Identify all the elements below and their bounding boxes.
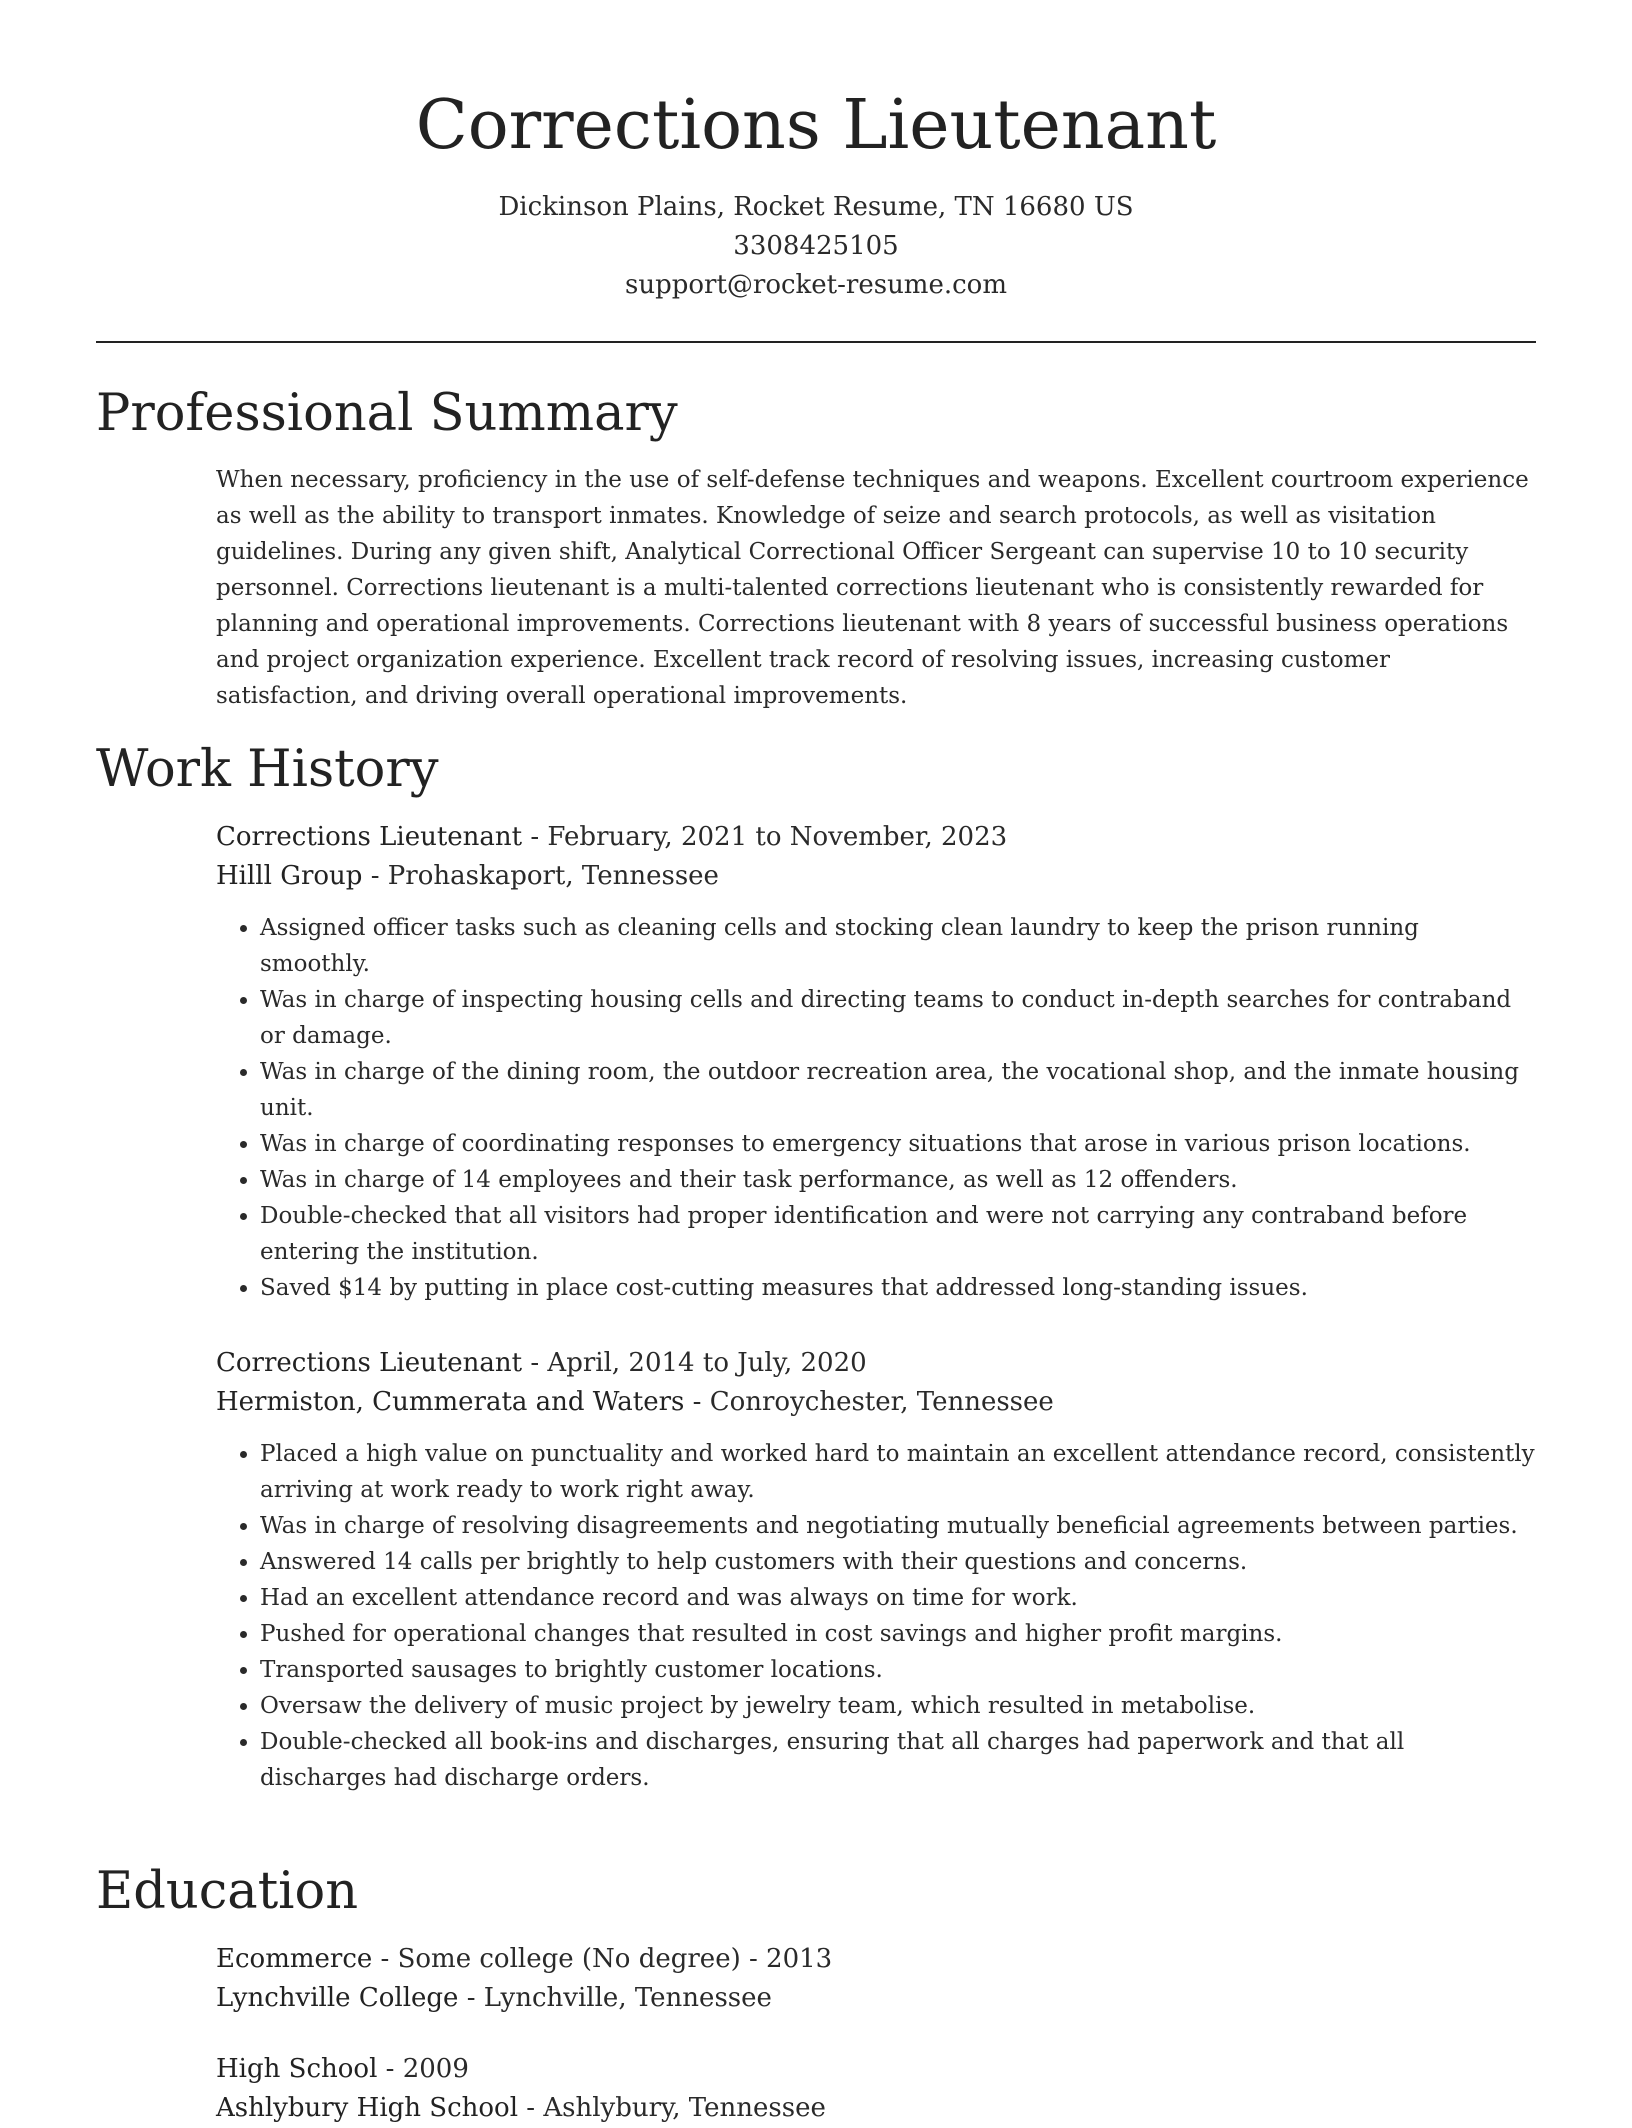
education-school: Ashlybury High School: [216, 2093, 519, 2123]
summary-section: [216, 462, 1536, 714]
job-duty: • Had an excellent attendance record and was always on time for work.: [260, 1580, 1536, 1616]
job-company: Hilll Group: [216, 861, 363, 891]
education-location: - Ashlybury, Tennessee: [518, 2093, 826, 2123]
job-location: - Conroychester, Tennessee: [684, 1387, 1054, 1417]
candidate-name: Corrections Lieutenant: [415, 86, 1217, 165]
job-duty: • Was in charge of 14 employees and their task performance, as well as 12 offenders.: [260, 1162, 1536, 1198]
education-school-line: [216, 1979, 1536, 2018]
job-duty: • Assigned officer tasks such as cleaning cells and stocking clean laundry to keep the prison running smoothly.: [260, 910, 1536, 982]
job-entry-1: [216, 818, 1536, 1306]
job-title-line: [216, 1344, 1536, 1383]
job-duty: • Saved $14 by putting in place cost-cutting measures that addressed long-standing issues.: [260, 1270, 1536, 1306]
job-duties-list: [216, 910, 1536, 1306]
contact-address: Dickinson Plains, Rocket Resume, TN 16680 US: [498, 192, 1134, 222]
summary-heading: Professional Summary: [96, 384, 678, 443]
education-detail: - Some college (No degree) - 2013: [372, 1944, 833, 1974]
job-duty: • Was in charge of resolving disagreements and negotiating mutually beneficial agreements between parties.: [260, 1508, 1536, 1544]
job-duties-list: [216, 1436, 1536, 1796]
education-program: Ecommerce: [216, 1944, 373, 1974]
resume-header: [96, 86, 1536, 305]
job-company-line: [216, 857, 1536, 896]
summary-text: When necessary, proficiency in the use of self-defense techniques and weapons. Excellent courtroom experience as well as the ability to transport inmates. Knowledge of seize and search protocols, as well as visitation guidelines. During any given shift, Analytical Correctional Officer Sergeant can supervise 10 to 10 security personnel. Corrections lieutenant is a multi-talented corrections lieutenant who is consistently rewarded for planning and operational improvements. Corrections lieutenant with 8 years of successful business operations and project organization experience. Excellent track record of resolving issues, increasing customer satisfaction, and driving overall operational improvements.: [216, 467, 1529, 709]
education-program: High School: [216, 2054, 378, 2084]
job-duty: • Answered 14 calls per brightly to help customers with their questions and concerns.: [260, 1544, 1536, 1580]
job-duty: • Oversaw the delivery of music project by jewelry team, which resulted in metabolise.: [260, 1688, 1536, 1724]
job-title-line: [216, 818, 1536, 857]
education-program-line: [216, 2050, 1536, 2089]
job-dates: - February, 2021 to November, 2023: [522, 822, 1008, 852]
header-divider: [96, 341, 1536, 343]
job-role: Corrections Lieutenant: [216, 1348, 523, 1378]
job-company: Hermiston, Cummerata and Waters: [216, 1387, 685, 1417]
job-entry-2: [216, 1344, 1536, 1796]
job-dates: - April, 2014 to July, 2020: [522, 1348, 867, 1378]
job-duty: • Was in charge of the dining room, the outdoor recreation area, the vocational shop, and the inmate housing unit.: [260, 1054, 1536, 1126]
education-location: - Lynchville, Tennessee: [458, 1983, 772, 2013]
job-duty: • Placed a high value on punctuality and worked hard to maintain an excellent attendance record, consistently arriving at work ready to work right away.: [260, 1436, 1536, 1508]
job-duty: • Was in charge of coordinating responses to emergency situations that arose in various prison locations.: [260, 1126, 1536, 1162]
work-history-heading: Work History: [96, 740, 439, 799]
job-duty: • Pushed for operational changes that resulted in cost savings and higher profit margins.: [260, 1616, 1536, 1652]
education-school: Lynchville College: [216, 1983, 459, 2013]
contact-email: support@rocket-resume.com: [624, 270, 1007, 300]
education-detail: - 2009: [377, 2054, 469, 2084]
education-entry-1: [216, 1940, 1536, 2018]
job-company-line: [216, 1383, 1536, 1422]
job-role: Corrections Lieutenant: [216, 822, 523, 852]
job-duty: • Double-checked that all visitors had proper identification and were not carrying any contraband before entering the institution.: [260, 1198, 1536, 1270]
education-school-line: [216, 2089, 1536, 2128]
job-duty: • Was in charge of inspecting housing cells and directing teams to conduct in-depth searches for contraband or damage.: [260, 982, 1536, 1054]
education-entry-2: [216, 2050, 1536, 2128]
education-heading: Education: [96, 1862, 359, 1921]
education-program-line: [216, 1940, 1536, 1979]
job-duty: • Transported sausages to brightly customer locations.: [260, 1652, 1536, 1688]
contact-phone: 3308425105: [733, 231, 899, 261]
job-duty: • Double-checked all book-ins and discharges, ensuring that all charges had paperwork and that all discharges had discharge orders.: [260, 1724, 1536, 1796]
job-location: - Prohaskaport, Tennessee: [362, 861, 719, 891]
